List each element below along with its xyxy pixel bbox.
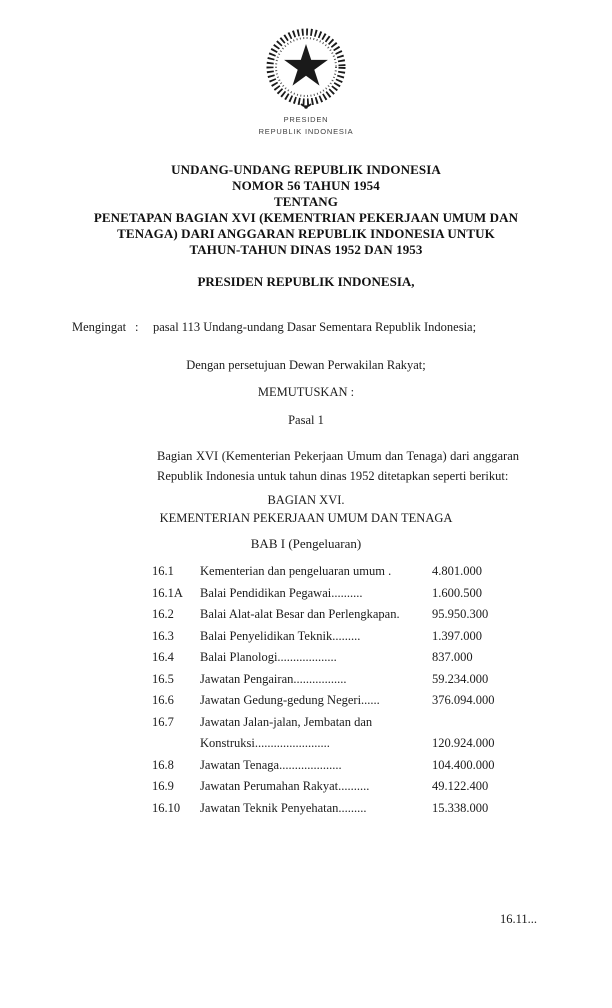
budget-item-description: Balai Pendidikan Pegawai.......... [200,585,363,600]
page-continuation-marker: 16.11... [500,912,538,926]
budget-item-code: 16.3 [152,628,174,643]
budget-item-description: Jawatan Pengairan................. [200,671,347,686]
budget-row-line [152,712,562,734]
budget-item-code: 16.9 [152,779,174,793]
budget-row-line [152,733,562,755]
budget-item-description: Jawatan Tenaga.................... [200,757,342,772]
budget-item-code: 16.1 [152,564,174,578]
budget-item-amount: 59.234.000 [432,671,489,686]
budget-item-amount: 104.400.000 [432,757,495,772]
presidential-seal [0,26,612,119]
budget-item-amount: 4.801.000 [432,564,482,578]
law-title-line: TENTANG [273,194,339,209]
budget-item-amount: 1.397.000 [432,628,482,643]
budget-table [152,561,562,819]
budget-item-amount [432,712,562,734]
law-title-line: TENAGA) DARI ANGGARAN REPUBLIK INDONESIA UNTUK [117,226,495,241]
budget-row-line [152,755,562,777]
considering-label: Mengingat [72,320,127,334]
budget-item-description: Kementerian dan pengeluaran umum . [200,564,392,578]
budget-item-code [152,733,200,755]
budget-row-line [152,690,562,712]
budget-item-code: 16.4 [152,650,174,664]
budget-item-amount: 1.600.500 [432,585,482,600]
agreement-line: Dengan persetujuan Dewan Perwakilan Rakyat; [186,358,426,372]
budget-item-code: 16.5 [152,671,174,686]
budget-item-amount: 837.000 [432,650,473,664]
decision-heading: MEMUTUSKAN : [257,385,355,399]
section-heading [0,491,612,527]
budget-row-line [152,798,562,820]
budget-row-line [152,626,562,648]
budget-item-description: Jawatan Teknik Penyehatan......... [200,800,367,815]
budget-item-code: 16.8 [152,757,174,772]
budget-row-line [152,647,562,669]
budget-item-code: 16.7 [152,714,174,729]
law-title-line: PENETAPAN BAGIAN XVI (KEMENTRIAN PEKERJAAN UMUM DAN [93,210,519,225]
budget-row-line [152,669,562,691]
wreath-knot [304,105,308,109]
seal-caption-line2: REPUBLIK INDONESIA [258,127,354,136]
seal-caption [0,114,612,138]
section-heading-line1: BAGIAN XVI. [267,493,345,507]
considering-separator: : [135,320,139,334]
budget-item-code: 16.2 [152,607,174,621]
budget-row-line [152,604,562,626]
budget-item-description: Jawatan Perumahan Rakyat.......... [200,779,370,793]
considering-text: pasal 113 Undang-undang Dasar Sementara Republik Indonesia; [153,320,477,334]
budget-row-line [152,583,562,605]
article-body [157,446,519,486]
budget-item-description: Jawatan Jalan-jalan, Jembatan dan [200,714,373,729]
article-body-line: Bagian XVI (Kementerian Pekerjaan Umum dan Tenaga) dari anggaran [157,449,519,463]
budget-row-line [152,561,562,583]
budget-item-description: Konstruksi........................ [200,736,330,750]
budget-item-description: Jawatan Gedung-gedung Negeri...... [200,693,380,707]
budget-row-line [152,776,562,798]
chapter-heading: BAB I (Pengeluaran) [250,536,362,551]
budget-item-description: Balai Planologi................... [200,650,337,664]
budget-item-code: 16.1A [152,585,183,600]
budget-item-code: 16.10 [152,800,181,815]
budget-item-amount: 95.950.300 [432,607,489,621]
law-title-line: TAHUN-TAHUN DINAS 1952 DAN 1953 [189,242,423,257]
salutation-heading: PRESIDEN REPUBLIK INDONESIA, [197,274,415,289]
section-heading-line2: KEMENTERIAN PEKERJAAN UMUM DAN TENAGA [159,511,453,525]
budget-item-description: Balai Alat-alat Besar dan Perlengkapan. [200,607,400,621]
article-heading: Pasal 1 [288,413,324,427]
article-body-line: Republik Indonesia untuk tahun dinas 1952 ditetapkan seperti berikut: [157,469,509,483]
law-title-line: NOMOR 56 TAHUN 1954 [232,178,380,193]
seal-caption-line1: PRESIDEN [283,115,329,124]
budget-item-code: 16.6 [152,693,174,707]
law-title-line: UNDANG-UNDANG REPUBLIK INDONESIA [171,162,441,177]
law-title [0,162,612,258]
considering-row [72,320,572,335]
budget-item-amount: 120.924.000 [432,736,495,750]
budget-item-amount: 376.094.000 [432,693,495,707]
star-icon [284,44,328,86]
budget-item-amount: 49.122.400 [432,779,489,793]
budget-item-description: Balai Penyelidikan Teknik......... [200,628,361,643]
presidential-star-emblem [258,26,354,114]
budget-item-amount: 15.338.000 [432,800,489,815]
